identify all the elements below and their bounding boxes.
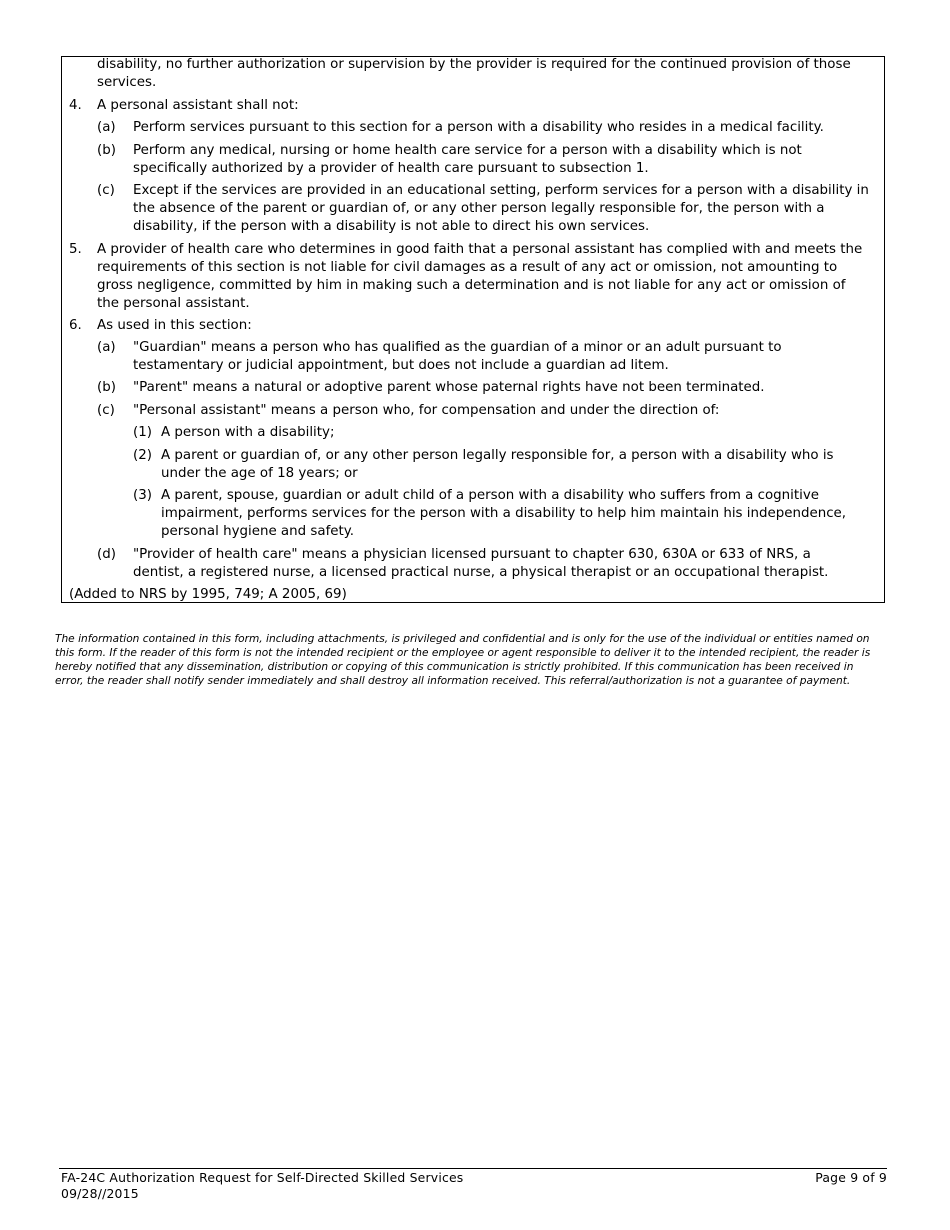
section-4c-line-3: disability, if the person with a disability is not able to direct his own services. [133,219,650,234]
section-6b-label: (b) [97,380,116,395]
section-4a-line-1: Perform services pursuant to this section for a person with a disability who resides in a medical facility. [133,120,824,135]
section-6a-line-2: testamentary or judicial appointment, but does not include a guardian ad litem. [133,358,669,373]
section-6c3-line-1: A parent, spouse, guardian or adult child of a person with a disability who suffers from a cognitive [161,488,819,503]
section-4c-line-1: Except if the services are provided in an educational setting, perform services for a person with a disability in [133,183,869,198]
section-6c1-line-1: A person with a disability; [161,425,335,440]
section-4b-label: (b) [97,143,116,158]
section-4c-line-2: the absence of the parent or guardian of, or any other person legally responsible for, the person with a [133,201,825,216]
section-6c1-label: (1) [133,425,152,440]
section-4b-line-1: Perform any medical, nursing or home health care service for a person with a disability which is not [133,143,802,158]
section-4a-label: (a) [97,120,116,135]
section-6c2-line-1: A parent or guardian of, or any other person legally responsible for, a person with a disability who is [161,448,834,463]
footer-divider [59,1168,887,1169]
section-6c2-label: (2) [133,448,152,463]
section-6-number: 6. [69,318,82,333]
section-4c-label: (c) [97,183,115,198]
intro-line-1: disability, no further authorization or supervision by the provider is required for the continued provision of those [97,57,851,72]
section-6-text: As used in this section: [97,318,252,333]
disclaimer-line-1: The information contained in this form, including attachments, is privileged and confidential and is only for the use of the individual or entities named on [55,633,870,645]
section-6c-label: (c) [97,403,115,418]
section-6c3-line-3: personal hygiene and safety. [161,524,355,539]
section-6b-line-1: "Parent" means a natural or adoptive parent whose paternal rights have not been terminated. [133,380,765,395]
disclaimer-line-2: this form. If the reader of this form is not the intended recipient or the employee or agent responsible to deliver it to the intended recipient, the reader is [55,647,871,659]
section-4-number: 4. [69,98,82,113]
section-6d-line-1: "Provider of health care" means a physician licensed pursuant to chapter 630, 630A or 633 of NRS, a [133,547,811,562]
section-6c2-line-2: under the age of 18 years; or [161,466,358,481]
footer-date: 09/28//2015 [61,1186,139,1201]
section-5-line-1: A provider of health care who determines in good faith that a personal assistant has complied with and meets the [97,242,863,257]
statute-history: (Added to NRS by 1995, 749; A 2005, 69) [69,587,347,602]
disclaimer-line-4: error, the reader shall notify sender immediately and shall destroy all information received. This referral/authorization is not a guarantee of payment. [55,675,851,687]
section-5-line-2: requirements of this section is not liable for civil damages as a result of any act or omission, not amounting to [97,260,838,275]
confidentiality-disclaimer [55,632,895,688]
disclaimer-line-3: hereby notified that any dissemination, distribution or copying of this communication is strictly prohibited. If this communication has been received in [55,661,854,673]
footer-page-number: Page 9 of 9 [815,1170,887,1185]
section-6d-line-2: dentist, a registered nurse, a licensed practical nurse, a physical therapist or an occupational therapist. [133,565,829,580]
section-6c3-line-2: impairment, performs services for the person with a disability to help him maintain his independence, [161,506,847,521]
section-5-line-3: gross negligence, committed by him in making such a determination and is not liable for any act or omission of [97,278,846,293]
intro-line-2: services. [97,75,157,90]
section-6a-label: (a) [97,340,116,355]
section-4-text: A personal assistant shall not: [97,98,299,113]
section-6d-label: (d) [97,547,116,562]
section-5-line-4: the personal assistant. [97,296,250,311]
footer-form-title: FA-24C Authorization Request for Self-Directed Skilled Services [61,1170,464,1185]
section-6a-line-1: "Guardian" means a person who has qualified as the guardian of a minor or an adult pursuant to [133,340,782,355]
section-6c3-label: (3) [133,488,152,503]
section-6c-line-1: "Personal assistant" means a person who, for compensation and under the direction of: [133,403,720,418]
section-4b-line-2: specifically authorized by a provider of health care pursuant to subsection 1. [133,161,649,176]
section-5-number: 5. [69,242,82,257]
